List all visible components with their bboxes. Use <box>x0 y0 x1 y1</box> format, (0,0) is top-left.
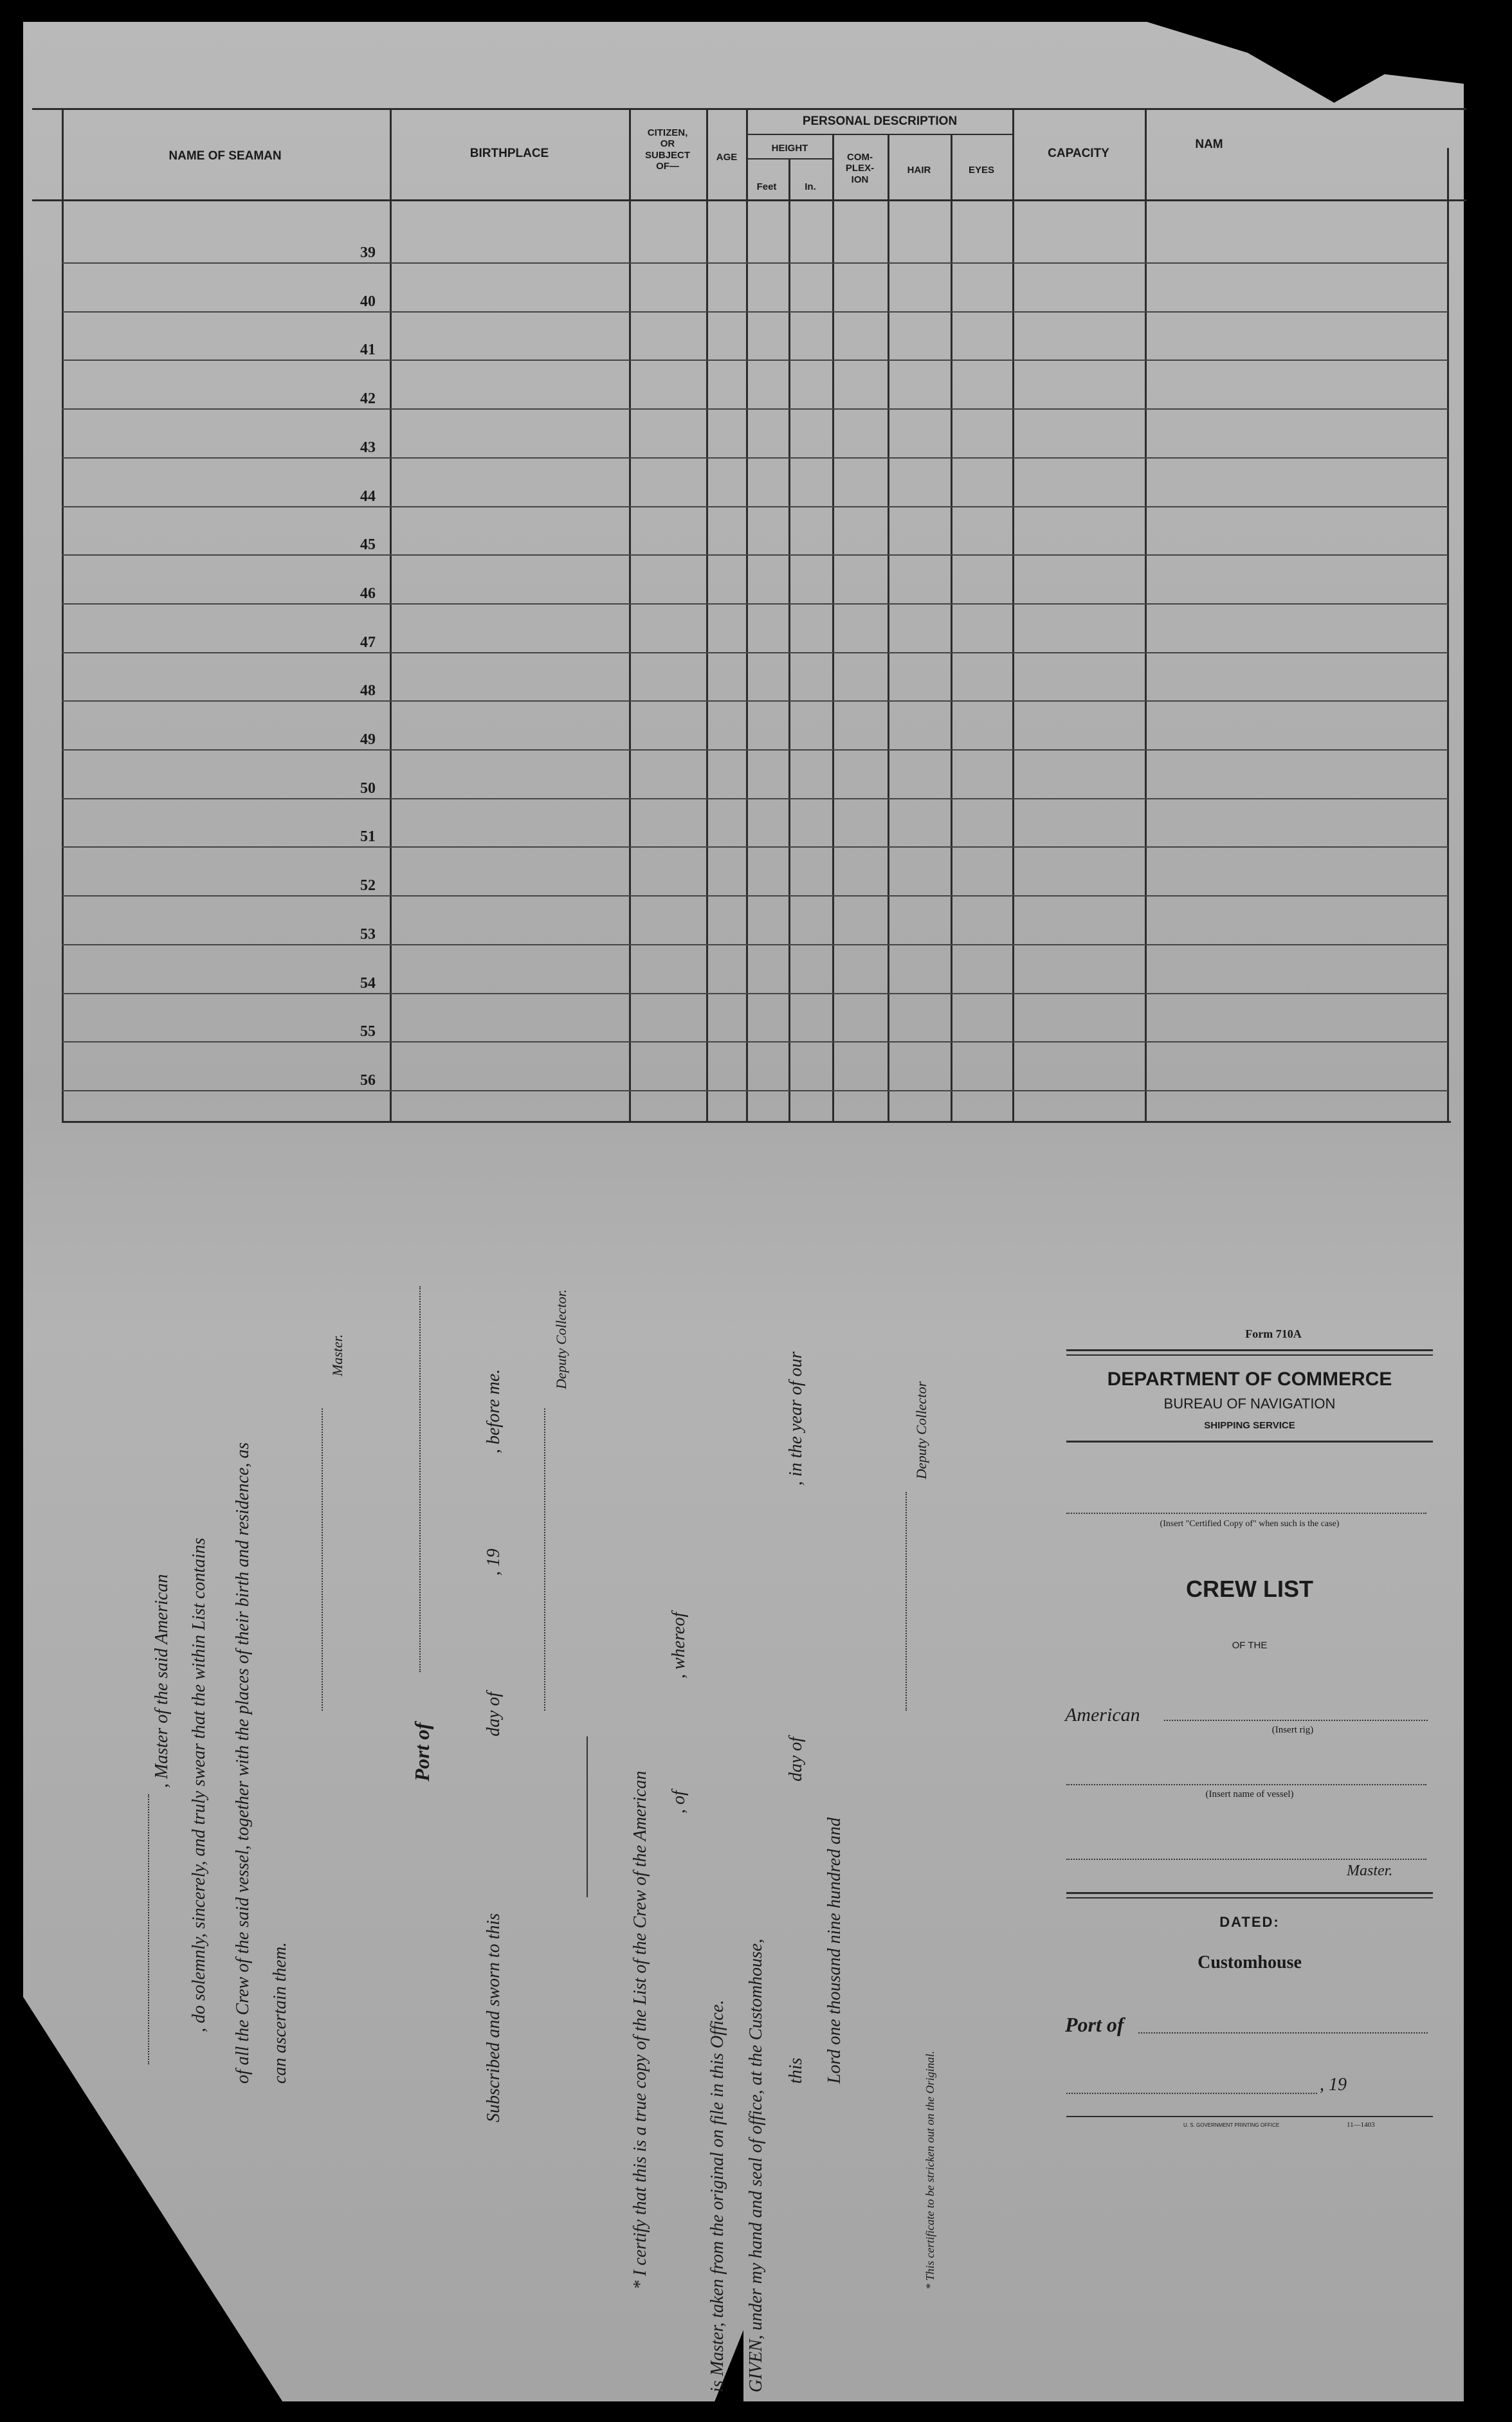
header-complexion-line3: ION <box>851 174 869 185</box>
header-age: AGE <box>716 152 738 163</box>
cover-form-number: Form 710A <box>1245 1327 1302 1340</box>
cover-year: , 19 <box>1320 2075 1347 2095</box>
cover-american: American <box>1065 1704 1140 1725</box>
oath-before-me: , before me. <box>484 1369 504 1453</box>
header-citizen-line3: SUBJECT <box>644 149 691 161</box>
cover-master-blank <box>1066 1859 1426 1860</box>
oath-line4: can ascertain them. <box>270 1942 290 2084</box>
row-line <box>62 798 1448 799</box>
header-inches: In. <box>805 181 816 192</box>
cover-date-blank <box>1066 2093 1317 2094</box>
header-complexion <box>846 152 874 185</box>
row-line <box>62 944 1448 945</box>
table-top-border <box>32 108 1466 110</box>
cover-rule-top2 <box>1066 1354 1433 1356</box>
oath-master-signature: Master. <box>329 1334 345 1376</box>
col-divider-feet <box>746 108 748 1122</box>
cover-dated: DATED: <box>1219 1914 1280 1930</box>
header-citizen-line1: CITIZEN, <box>647 127 688 138</box>
header-hair: HAIR <box>907 165 931 176</box>
row-number: 41 <box>360 341 376 359</box>
row-number: 52 <box>360 877 376 895</box>
cover-rule-bottom <box>1066 2116 1433 2117</box>
header-height: HEIGHT <box>771 143 808 154</box>
row-number: 40 <box>360 293 376 310</box>
row-line <box>62 1090 1448 1091</box>
cover-customhouse: Customhouse <box>1198 1953 1302 1972</box>
oath-line2: , do solemnly, sincerely, and truly swear that the within List contains <box>189 1538 209 2032</box>
row-number: 51 <box>360 828 376 846</box>
row-number: 44 <box>360 487 376 505</box>
oath-separator <box>587 1736 588 1897</box>
col-divider-right <box>1447 148 1449 1122</box>
row-line <box>62 457 1448 459</box>
row-line <box>62 554 1448 556</box>
col-divider-capacity <box>1012 108 1014 1122</box>
personal-description-underline <box>746 134 1014 135</box>
certificate-line5: Lord one thousand nine hundred and <box>824 1817 844 2084</box>
row-number: 53 <box>360 925 376 943</box>
header-feet: Feet <box>756 181 777 192</box>
row-line <box>62 652 1448 653</box>
oath-deputy-blank <box>544 1408 545 1711</box>
row-number: 56 <box>360 1071 376 1089</box>
row-number: 42 <box>360 390 376 408</box>
row-number: 45 <box>360 536 376 554</box>
col-divider-citizen <box>629 108 631 1122</box>
col-divider-birthplace <box>390 108 392 1122</box>
row-line <box>62 603 1448 605</box>
cover-department: DEPARTMENT OF COMMERCE <box>1107 1369 1392 1390</box>
table-bottom-border <box>62 1121 1451 1123</box>
row-line <box>62 262 1448 264</box>
oath-port-blank <box>419 1286 421 1672</box>
row-line <box>62 408 1448 410</box>
row-line <box>62 846 1448 848</box>
cover-certified-blank <box>1066 1513 1426 1514</box>
cover-insert-name: (Insert name of vessel) <box>1205 1789 1294 1799</box>
row-number: 54 <box>360 974 376 992</box>
certificate-line3: GIVEN, under my hand and seal of office, at the Customhouse, <box>746 1938 766 2392</box>
row-number: 39 <box>360 244 376 261</box>
row-number: 46 <box>360 585 376 602</box>
header-complexion-line2: PLEX- <box>845 163 875 174</box>
oath-master-blank <box>322 1408 323 1711</box>
col-divider-age <box>706 108 708 1122</box>
row-line <box>62 700 1448 702</box>
row-line <box>62 993 1448 994</box>
oath-subscribed: Subscribed and sworn to this <box>484 1913 504 2122</box>
row-number: 43 <box>360 439 376 456</box>
oath-line1: , Master of the said American <box>152 1574 172 1788</box>
cover-rule-dated2 <box>1066 1897 1433 1898</box>
cover-vessel-blank <box>1066 1784 1426 1785</box>
cover-rule-top <box>1066 1349 1433 1351</box>
oath-deputy-collector: Deputy Collector. <box>553 1289 569 1389</box>
cover-printer-code: 11—1403 <box>1347 2121 1375 2129</box>
col-divider-eyes <box>951 135 952 1122</box>
cover-port-of: Port of <box>1065 2013 1124 2036</box>
header-citizen-line2: OR <box>660 138 675 150</box>
cover-insert-certified: (Insert "Certified Copy of" when such is the case) <box>1160 1519 1340 1529</box>
cover-port-blank <box>1138 2032 1428 2034</box>
cover-service: SHIPPING SERVICE <box>1204 1420 1295 1431</box>
row-line <box>62 311 1448 313</box>
row-line <box>62 360 1448 361</box>
certificate-this: this <box>786 2057 806 2084</box>
col-divider-complexion <box>832 135 834 1122</box>
certificate-deputy-blank <box>906 1492 907 1711</box>
header-citizen <box>645 127 690 172</box>
header-citizen-line4: OF— <box>656 160 679 172</box>
oath-year: , 19 <box>484 1549 504 1576</box>
header-bottom-border <box>32 199 1466 201</box>
cover-printer: U. S. GOVERNMENT PRINTING OFFICE <box>1183 2122 1280 2128</box>
col-divider-in <box>788 159 790 1122</box>
certificate-of: , of <box>669 1790 689 1814</box>
cover-insert-rig: (Insert rig) <box>1271 1725 1314 1735</box>
row-line <box>62 506 1448 507</box>
certificate-deputy-collector: Deputy Collector <box>913 1381 929 1479</box>
header-name-cut-off: NAM <box>1195 138 1223 151</box>
certificate-line1: * I certify that this is a true copy of the List of the Crew of the American <box>630 1771 650 2290</box>
certificate-line2: is Master, taken from the original on file in this Office. <box>707 1999 727 2392</box>
header-eyes: EYES <box>968 165 995 176</box>
row-line <box>62 749 1448 751</box>
oath-line3: of all the Crew of the said vessel, together with the places of their birth and residence, as <box>233 1442 253 2084</box>
row-line <box>62 1041 1448 1043</box>
row-line <box>62 895 1448 897</box>
certificate-day-of: day of <box>786 1736 806 1781</box>
certificate-whereof: , whereof <box>669 1612 689 1679</box>
row-number: 48 <box>360 682 376 700</box>
cover-of-the: OF THE <box>1232 1640 1268 1651</box>
oath-day-of: day of <box>484 1691 504 1736</box>
header-personal-description: PERSONAL DESCRIPTION <box>802 114 958 128</box>
row-number: 47 <box>360 633 376 651</box>
certificate-footnote: * This certificate to be stricken out on the Original. <box>924 2051 936 2290</box>
col-divider-left <box>62 108 64 1122</box>
cover-bureau: BUREAU OF NAVIGATION <box>1163 1396 1336 1412</box>
certificate-in-year: , in the year of our <box>786 1351 806 1486</box>
header-birthplace: BIRTHPLACE <box>469 147 549 160</box>
row-number: 50 <box>360 779 376 797</box>
height-underline <box>746 158 833 159</box>
header-complexion-line1: COM- <box>847 152 873 163</box>
oath-line1-blank <box>148 1794 150 2064</box>
cover-rule-mid <box>1066 1441 1433 1443</box>
header-capacity: CAPACITY <box>1048 147 1109 160</box>
cover-title: CREW LIST <box>1186 1576 1313 1602</box>
header-name-of-seaman: NAME OF SEAMAN <box>169 149 282 163</box>
row-number: 49 <box>360 731 376 748</box>
cover-rig-blank <box>1164 1720 1428 1721</box>
cover-rule-dated <box>1066 1892 1433 1894</box>
cover-master: Master. <box>1347 1862 1393 1879</box>
col-divider-name <box>1145 108 1147 1122</box>
row-number: 55 <box>360 1023 376 1041</box>
oath-port-of: Port of <box>410 1722 433 1781</box>
col-divider-hair <box>888 135 889 1122</box>
